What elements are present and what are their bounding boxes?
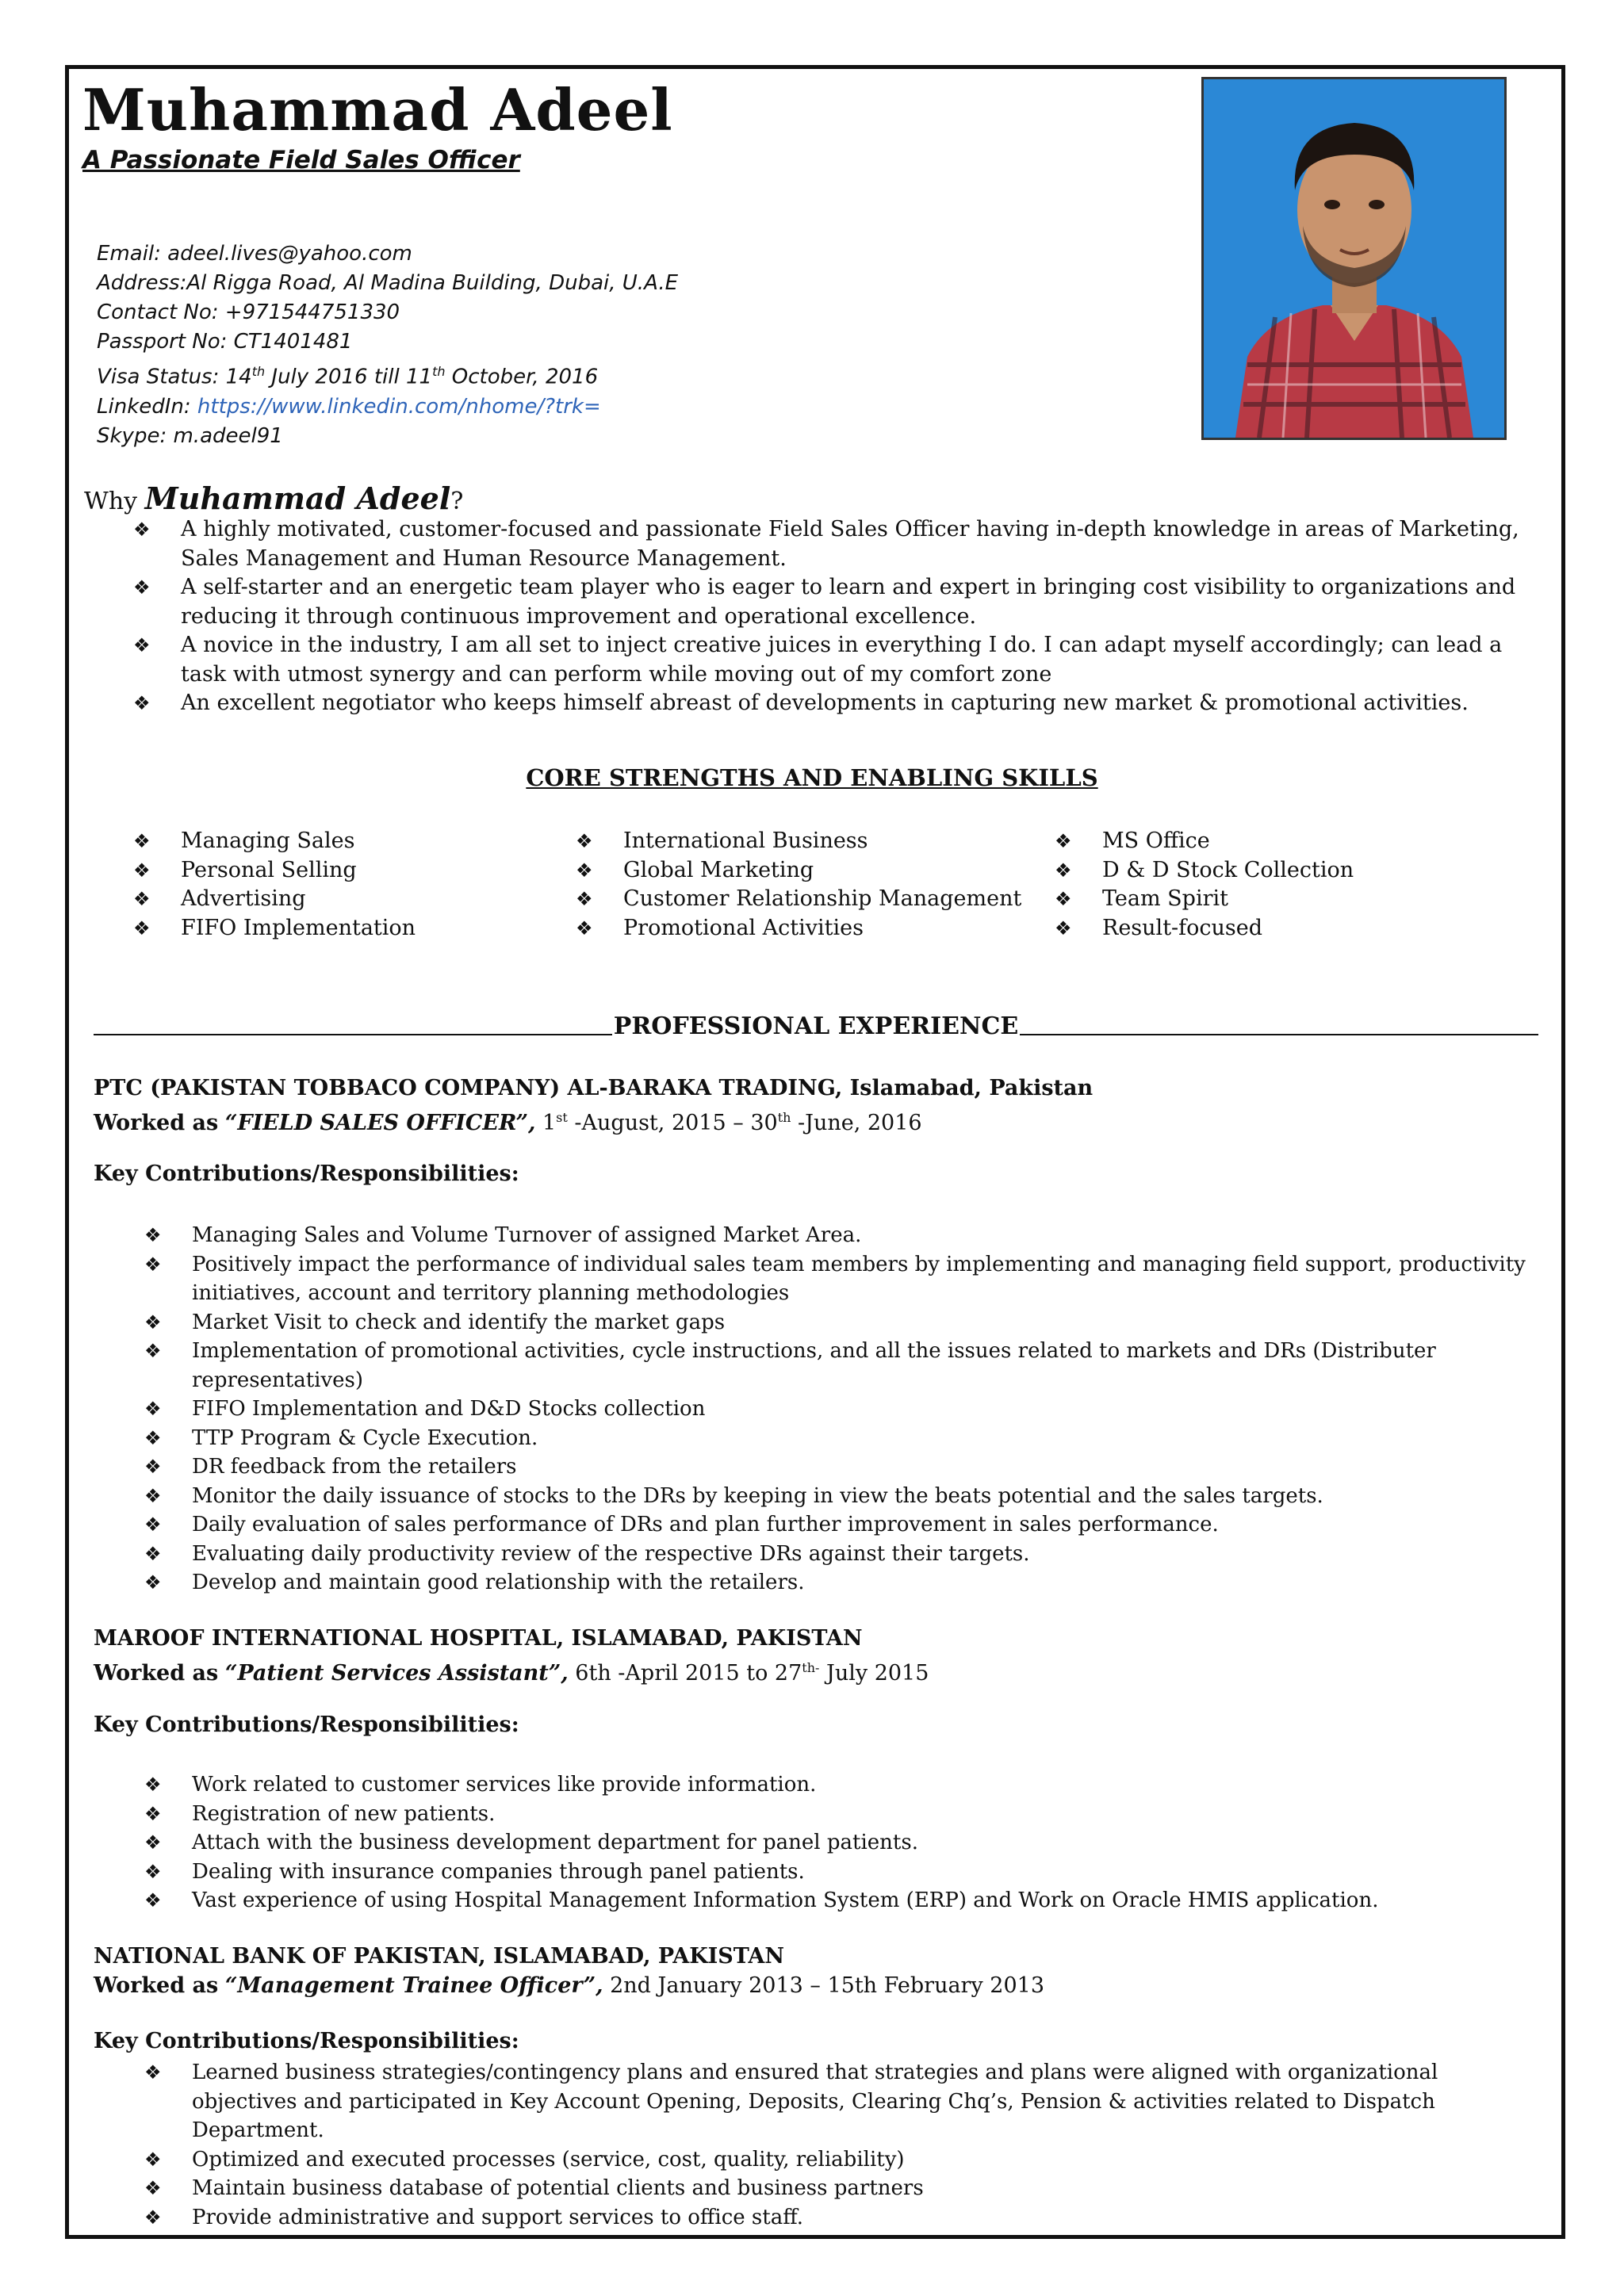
job-role: “Management Trainee Officer”, bbox=[224, 1973, 603, 1998]
job-role-line bbox=[94, 1104, 1521, 1138]
visa-sup: th bbox=[251, 364, 266, 379]
visa-text: Visa Status: 14 bbox=[97, 365, 252, 389]
list-item: ❖ Team Spirit bbox=[1055, 885, 1530, 914]
job-date: July 2015 bbox=[819, 1660, 929, 1686]
job-header bbox=[94, 1942, 1521, 2000]
job-header bbox=[94, 1624, 1521, 1688]
list-item: ❖ FIFO Implementation and D&D Stocks collection bbox=[144, 1395, 1548, 1424]
list-item: ❖ Promotional Activities bbox=[576, 914, 1051, 943]
portrait-illustration bbox=[1204, 79, 1504, 438]
email: Email: adeel.lives@yahoo.com bbox=[97, 242, 412, 266]
list-item: ❖ Managing Sales and Volume Turnover of assigned Market Area. bbox=[144, 1221, 1548, 1250]
visa-text: July 2016 till 11 bbox=[265, 365, 433, 389]
why-prefix: Why bbox=[84, 488, 145, 515]
why-heading bbox=[84, 480, 463, 516]
list-item: ❖ Implementation of promotional activities, cycle instructions, and all the issues related to markets and DRs (Distributer representatives) bbox=[144, 1337, 1548, 1395]
list-item: ❖ Daily evaluation of sales performance of DRs and plan further improvement in sales performance. bbox=[144, 1510, 1548, 1540]
contact-block bbox=[97, 239, 1048, 451]
list-item: ❖ Registration of new patients. bbox=[144, 1800, 1548, 1829]
list-item: ❖ Work related to customer services like provide information. bbox=[144, 1770, 1548, 1800]
job-date: 1 bbox=[535, 1110, 557, 1135]
list-item: ❖ Monitor the daily issuance of stocks to the DRs by keeping in view the beats potential and the sales targets. bbox=[144, 1482, 1548, 1511]
visa-text: October, 2016 bbox=[445, 365, 599, 389]
list-item: ❖ Develop and maintain good relationship with the retailers. bbox=[144, 1568, 1548, 1598]
tagline: A Passionate Field Sales Officer bbox=[82, 146, 520, 174]
responsibilities-list bbox=[144, 1770, 1548, 1915]
date-sup: th- bbox=[802, 1659, 820, 1675]
divider bbox=[1020, 1034, 1538, 1035]
skills-column-1 bbox=[133, 827, 546, 943]
worked-as-label: Worked as bbox=[94, 1660, 219, 1686]
list-item: ❖ A highly motivated, customer-focused and passionate Field Sales Officer having in-depth knowledge in areas of Marketing, Sales Management and Human Resource Management. bbox=[133, 515, 1537, 573]
linkedin-label: LinkedIn: bbox=[97, 394, 191, 419]
phone: Contact No: +971544751330 bbox=[97, 300, 400, 324]
list-item: ❖ An excellent negotiator who keeps himself abreast of developments in capturing new market & promotional activities. bbox=[133, 689, 1537, 718]
list-item: ❖ Optimized and executed processes (service, cost, quality, reliability) bbox=[144, 2145, 1548, 2175]
list-item: ❖ A self-starter and an energetic team player who is eager to learn and expert in bringing cost visibility to organizations and reducing it through continuous improvement and operational excellence. bbox=[133, 573, 1537, 631]
list-item: ❖ International Business bbox=[576, 827, 1051, 856]
list-item: ❖ DR feedback from the retailers bbox=[144, 1452, 1548, 1482]
job-header bbox=[94, 1074, 1521, 1138]
worked-as-label: Worked as bbox=[94, 1973, 219, 1998]
key-contributions-label: Key Contributions/Responsibilities: bbox=[94, 2029, 519, 2053]
why-list bbox=[133, 515, 1537, 718]
job-date: -June, 2016 bbox=[791, 1110, 922, 1135]
company-name: MAROOF INTERNATIONAL HOSPITAL, ISLAMABAD, PAKISTAN bbox=[94, 1626, 863, 1651]
list-item: ❖ D & D Stock Collection bbox=[1055, 856, 1530, 886]
list-item: ❖ Evaluating daily productivity review of the respective DRs against their targets. bbox=[144, 1540, 1548, 1569]
list-item: ❖ Vast experience of using Hospital Management Information System (ERP) and Work on Oracle HMIS application. bbox=[144, 1886, 1548, 1915]
linkedin bbox=[97, 392, 1048, 422]
list-item: ❖ Positively impact the performance of individual sales team members by implementing and managing field support, productivity initiatives, account and territory planning methodologies bbox=[144, 1250, 1548, 1308]
why-name: Muhammad Adeel bbox=[144, 480, 451, 516]
job-date: -August, 2015 – 30 bbox=[567, 1110, 778, 1135]
divider bbox=[94, 1034, 612, 1035]
date-sup: th bbox=[777, 1109, 791, 1125]
skills-column-3 bbox=[1055, 827, 1530, 943]
key-contributions-label: Key Contributions/Responsibilities: bbox=[94, 1161, 519, 1186]
list-item: ❖ TTP Program & Cycle Execution. bbox=[144, 1424, 1548, 1453]
date-sup: st bbox=[556, 1109, 568, 1125]
job-date: 6th -April 2015 to 27 bbox=[568, 1660, 802, 1686]
job-role: “FIELD SALES OFFICER”, bbox=[224, 1110, 536, 1135]
key-contributions-label: Key Contributions/Responsibilities: bbox=[94, 1712, 519, 1737]
list-item: ❖ Provide administrative and support services to office staff. bbox=[144, 2203, 1548, 2233]
passport: Passport No: CT1401481 bbox=[97, 330, 353, 354]
list-item: ❖ Advertising bbox=[133, 885, 546, 914]
skype: Skype: m.adeel91 bbox=[97, 423, 283, 448]
worked-as-label: Worked as bbox=[94, 1110, 219, 1135]
job-role-line bbox=[94, 1654, 1521, 1689]
list-item: ❖ Attach with the business development department for panel patients. bbox=[144, 1828, 1548, 1858]
list-item: ❖ FIFO Implementation bbox=[133, 914, 546, 943]
list-item: ❖ Global Marketing bbox=[576, 856, 1051, 886]
job-role-line bbox=[94, 1972, 1521, 2001]
why-suffix: ? bbox=[450, 488, 464, 515]
company-name: NATIONAL BANK OF PAKISTAN, ISLAMABAD, PAKISTAN bbox=[94, 1944, 785, 1969]
list-item: ❖ Managing Sales bbox=[133, 827, 546, 856]
list-item: ❖ A novice in the industry, I am all set to inject creative juices in everything I do. I can adapt myself accordingly; can lead a task with utmost synergy and can perform while moving out of my comfort zone bbox=[133, 631, 1537, 689]
experience-header bbox=[94, 1013, 1538, 1040]
list-item: ❖ Personal Selling bbox=[133, 856, 546, 886]
job-date: 2nd January 2013 – 15th February 2013 bbox=[603, 1973, 1045, 1998]
responsibilities-list bbox=[144, 2058, 1548, 2232]
profile-photo bbox=[1201, 77, 1507, 440]
responsibilities-list bbox=[144, 1221, 1548, 1598]
list-item: ❖ Result-focused bbox=[1055, 914, 1530, 943]
list-item: ❖ Maintain business database of potential clients and business partners bbox=[144, 2174, 1548, 2203]
job-role: “Patient Services Assistant”, bbox=[224, 1660, 569, 1686]
list-item: ❖ MS Office bbox=[1055, 827, 1530, 856]
list-item: ❖ Customer Relationship Management bbox=[576, 885, 1051, 914]
address: Address:Al Rigga Road, Al Madina Building, Dubai, U.A.E bbox=[97, 271, 679, 295]
company-name: PTC (PAKISTAN TOBBACO COMPANY) AL-BARAKA TRADING, Islamabad, Pakistan bbox=[94, 1076, 1094, 1100]
visa-sup: th bbox=[432, 364, 446, 379]
experience-title: PROFESSIONAL EXPERIENCE bbox=[613, 1012, 1019, 1040]
core-strengths-title: CORE STRENGTHS AND ENABLING SKILLS bbox=[526, 764, 1098, 791]
skills-column-2 bbox=[576, 827, 1051, 943]
linkedin-link[interactable]: https://www.linkedin.com/nhome/?trk= bbox=[197, 394, 601, 419]
list-item: ❖ Market Visit to check and identify the market gaps bbox=[144, 1308, 1548, 1337]
candidate-name: Muhammad Adeel bbox=[82, 76, 673, 144]
list-item: ❖ Dealing with insurance companies through panel patients. bbox=[144, 1858, 1548, 1887]
list-item: ❖ Learned business strategies/contingency plans and ensured that strategies and plans were aligned with organizational objectives and participated in Key Account Opening, Deposits, Clearing Chq’s, Pension & activities related to Dispatch Department. bbox=[144, 2058, 1548, 2145]
visa-status bbox=[97, 357, 1048, 392]
